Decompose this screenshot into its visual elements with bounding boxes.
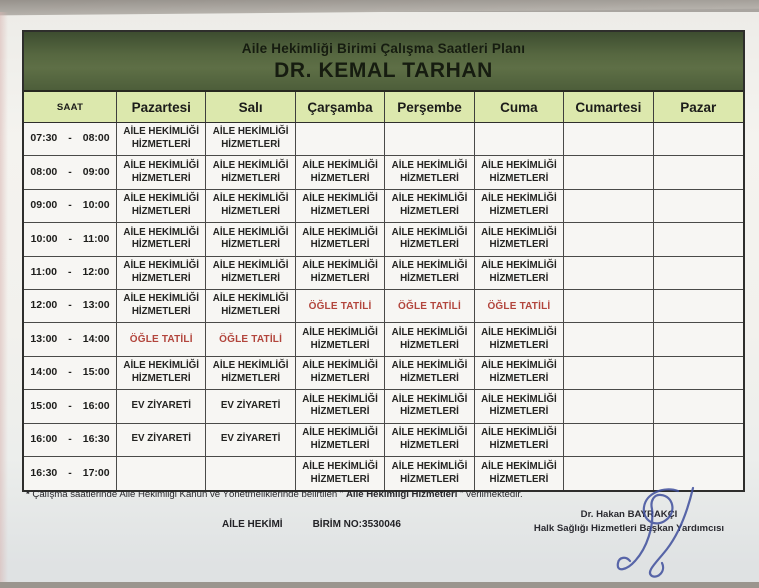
doctor-name: DR. KEMAL TARHAN xyxy=(274,59,493,82)
schedule-cell: AİLE HEKİMLİĞİ HİZMETLERİ xyxy=(475,257,564,290)
time-range: 09:00 - 10:00 xyxy=(24,190,117,223)
footer-identifiers xyxy=(222,519,401,530)
time-range: 11:00 - 12:00 xyxy=(24,257,117,290)
schedule-cell: EV ZİYARETİ xyxy=(117,390,206,423)
schedule-cell: EV ZİYARETİ xyxy=(117,424,206,457)
footnote-bold: Aile Hekimliği Hizmetleri xyxy=(345,489,458,500)
time-range: 15:00 - 16:00 xyxy=(24,390,117,423)
schedule-cell: EV ZİYARETİ xyxy=(206,390,295,423)
schedule-cell: AİLE HEKİMLİĞİ HİZMETLERİ xyxy=(206,223,295,256)
photo-background-bottom xyxy=(0,582,759,588)
schedule-row-0 xyxy=(24,123,743,156)
schedule-row-6 xyxy=(24,323,743,356)
unit-number: BİRİM NO:3530046 xyxy=(312,519,401,530)
time-range: 10:00 - 11:00 xyxy=(24,223,117,256)
signature-icon xyxy=(596,484,714,578)
schedule-cell xyxy=(654,223,743,256)
schedule-cell xyxy=(117,457,206,490)
schedule-row-1 xyxy=(24,156,743,189)
schedule-cell: AİLE HEKİMLİĞİ HİZMETLERİ xyxy=(117,257,206,290)
column-header-6: Cumartesi xyxy=(564,92,653,122)
schedule-cell: AİLE HEKİMLİĞİ HİZMETLERİ xyxy=(117,290,206,323)
time-range: 14:00 - 15:00 xyxy=(24,357,117,390)
schedule-cell xyxy=(564,257,653,290)
schedule-cell: AİLE HEKİMLİĞİ HİZMETLERİ xyxy=(385,323,474,356)
schedule-cell: AİLE HEKİMLİĞİ HİZMETLERİ xyxy=(296,257,385,290)
schedule-cell: AİLE HEKİMLİĞİ HİZMETLERİ xyxy=(475,190,564,223)
column-header-5: Cuma xyxy=(475,92,564,122)
schedule-table xyxy=(22,30,745,492)
schedule-cell: AİLE HEKİMLİĞİ HİZMETLERİ xyxy=(296,223,385,256)
schedule-cell xyxy=(654,357,743,390)
schedule-cell: AİLE HEKİMLİĞİ HİZMETLERİ xyxy=(385,156,474,189)
schedule-cell xyxy=(654,156,743,189)
schedule-cell: AİLE HEKİMLİĞİ HİZMETLERİ xyxy=(117,156,206,189)
time-range: 08:00 - 09:00 xyxy=(24,156,117,189)
schedule-cell: AİLE HEKİMLİĞİ HİZMETLERİ xyxy=(475,156,564,189)
schedule-cell: ÖĞLE TATİLİ xyxy=(475,290,564,323)
schedule-cell: AİLE HEKİMLİĞİ HİZMETLERİ xyxy=(475,390,564,423)
schedule-cell xyxy=(564,323,653,356)
footnote-star: * xyxy=(26,489,30,500)
schedule-cell: AİLE HEKİMLİĞİ HİZMETLERİ xyxy=(206,290,295,323)
schedule-cell xyxy=(385,123,474,156)
schedule-cell: AİLE HEKİMLİĞİ HİZMETLERİ xyxy=(385,257,474,290)
schedule-cell xyxy=(475,123,564,156)
schedule-cell: AİLE HEKİMLİĞİ HİZMETLERİ xyxy=(206,190,295,223)
schedule-cell: AİLE HEKİMLİĞİ HİZMETLERİ xyxy=(296,323,385,356)
column-header-3: Çarşamba xyxy=(296,92,385,122)
schedule-cell: AİLE HEKİMLİĞİ HİZMETLERİ xyxy=(385,190,474,223)
column-header-2: Salı xyxy=(206,92,295,122)
schedule-cell: AİLE HEKİMLİĞİ HİZMETLERİ xyxy=(206,123,295,156)
time-range: 12:00 - 13:00 xyxy=(24,290,117,323)
schedule-row-7 xyxy=(24,357,743,390)
schedule-cell: AİLE HEKİMLİĞİ HİZMETLERİ xyxy=(475,457,564,490)
schedule-row-2 xyxy=(24,190,743,223)
footnote xyxy=(26,489,586,500)
schedule-cell: AİLE HEKİMLİĞİ HİZMETLERİ xyxy=(385,390,474,423)
schedule-body xyxy=(24,123,743,490)
time-range: 07:30 - 08:00 xyxy=(24,123,117,156)
schedule-cell: AİLE HEKİMLİĞİ HİZMETLERİ xyxy=(385,223,474,256)
schedule-cell: AİLE HEKİMLİĞİ HİZMETLERİ xyxy=(385,457,474,490)
schedule-cell xyxy=(564,290,653,323)
schedule-cell: AİLE HEKİMLİĞİ HİZMETLERİ xyxy=(296,390,385,423)
role-label: AİLE HEKİMİ xyxy=(222,519,283,530)
time-range: 13:00 - 14:00 xyxy=(24,323,117,356)
header-row xyxy=(24,92,743,123)
schedule-cell: AİLE HEKİMLİĞİ HİZMETLERİ xyxy=(117,357,206,390)
schedule-cell xyxy=(654,424,743,457)
schedule-cell: AİLE HEKİMLİĞİ HİZMETLERİ xyxy=(206,156,295,189)
schedule-cell: AİLE HEKİMLİĞİ HİZMETLERİ xyxy=(117,123,206,156)
schedule-row-5 xyxy=(24,290,743,323)
schedule-row-4 xyxy=(24,257,743,290)
schedule-cell: ÖĞLE TATİLİ xyxy=(296,290,385,323)
schedule-cell xyxy=(296,123,385,156)
schedule-cell xyxy=(206,457,295,490)
schedule-cell: AİLE HEKİMLİĞİ HİZMETLERİ xyxy=(117,223,206,256)
footnote-prefix: Çalışma saatlerinde Aile Hekimliği Kanun ve Yönetmeliklerinde belirtilen " xyxy=(29,489,346,500)
schedule-cell: AİLE HEKİMLİĞİ HİZMETLERİ xyxy=(296,190,385,223)
signer-title: Halk Sağlığı Hizmetleri Başkan Yardımcısı xyxy=(533,523,725,534)
footnote-suffix: " verilmektedir. xyxy=(457,489,523,500)
schedule-cell xyxy=(654,257,743,290)
schedule-row-9 xyxy=(24,424,743,457)
schedule-cell xyxy=(564,123,653,156)
schedule-cell: AİLE HEKİMLİĞİ HİZMETLERİ xyxy=(475,323,564,356)
time-range: 16:00 - 16:30 xyxy=(24,424,117,457)
schedule-row-8 xyxy=(24,390,743,423)
schedule-cell xyxy=(564,390,653,423)
schedule-cell: EV ZİYARETİ xyxy=(206,424,295,457)
column-header-0: SAAT xyxy=(24,92,117,122)
schedule-cell xyxy=(654,290,743,323)
schedule-cell xyxy=(564,190,653,223)
paper-left-edge xyxy=(0,12,8,582)
schedule-cell: ÖĞLE TATİLİ xyxy=(206,323,295,356)
column-header-7: Pazar xyxy=(680,99,717,115)
schedule-cell: ÖĞLE TATİLİ xyxy=(385,290,474,323)
column-header-1: Pazartesi xyxy=(117,92,206,122)
schedule-cell: AİLE HEKİMLİĞİ HİZMETLERİ xyxy=(296,357,385,390)
schedule-cell: AİLE HEKİMLİĞİ HİZMETLERİ xyxy=(296,424,385,457)
time-range: 16:30 - 17:00 xyxy=(24,457,117,490)
schedule-cell: AİLE HEKİMLİĞİ HİZMETLERİ xyxy=(117,190,206,223)
schedule-cell xyxy=(654,323,743,356)
schedule-cell xyxy=(654,123,743,156)
schedule-cell: AİLE HEKİMLİĞİ HİZMETLERİ xyxy=(475,357,564,390)
schedule-cell xyxy=(564,156,653,189)
schedule-cell xyxy=(564,357,653,390)
schedule-cell: AİLE HEKİMLİĞİ HİZMETLERİ xyxy=(475,223,564,256)
schedule-cell: ÖĞLE TATİLİ xyxy=(117,323,206,356)
schedule-cell: AİLE HEKİMLİĞİ HİZMETLERİ xyxy=(206,257,295,290)
plan-title: Aile Hekimliği Birimi Çalışma Saatleri Planı xyxy=(241,41,526,56)
schedule-cell xyxy=(654,390,743,423)
title-band xyxy=(24,32,743,92)
column-header-4: Perşembe xyxy=(385,92,474,122)
schedule-cell xyxy=(654,190,743,223)
signer-name: Dr. Hakan BAYRAKÇI xyxy=(580,509,678,520)
schedule-cell: AİLE HEKİMLİĞİ HİZMETLERİ xyxy=(296,457,385,490)
schedule-cell: AİLE HEKİMLİĞİ HİZMETLERİ xyxy=(385,357,474,390)
schedule-row-3 xyxy=(24,223,743,256)
schedule-cell: AİLE HEKİMLİĞİ HİZMETLERİ xyxy=(385,424,474,457)
schedule-cell xyxy=(564,424,653,457)
schedule-cell: AİLE HEKİMLİĞİ HİZMETLERİ xyxy=(206,357,295,390)
schedule-cell xyxy=(564,223,653,256)
schedule-cell: AİLE HEKİMLİĞİ HİZMETLERİ xyxy=(475,424,564,457)
schedule-cell: AİLE HEKİMLİĞİ HİZMETLERİ xyxy=(296,156,385,189)
